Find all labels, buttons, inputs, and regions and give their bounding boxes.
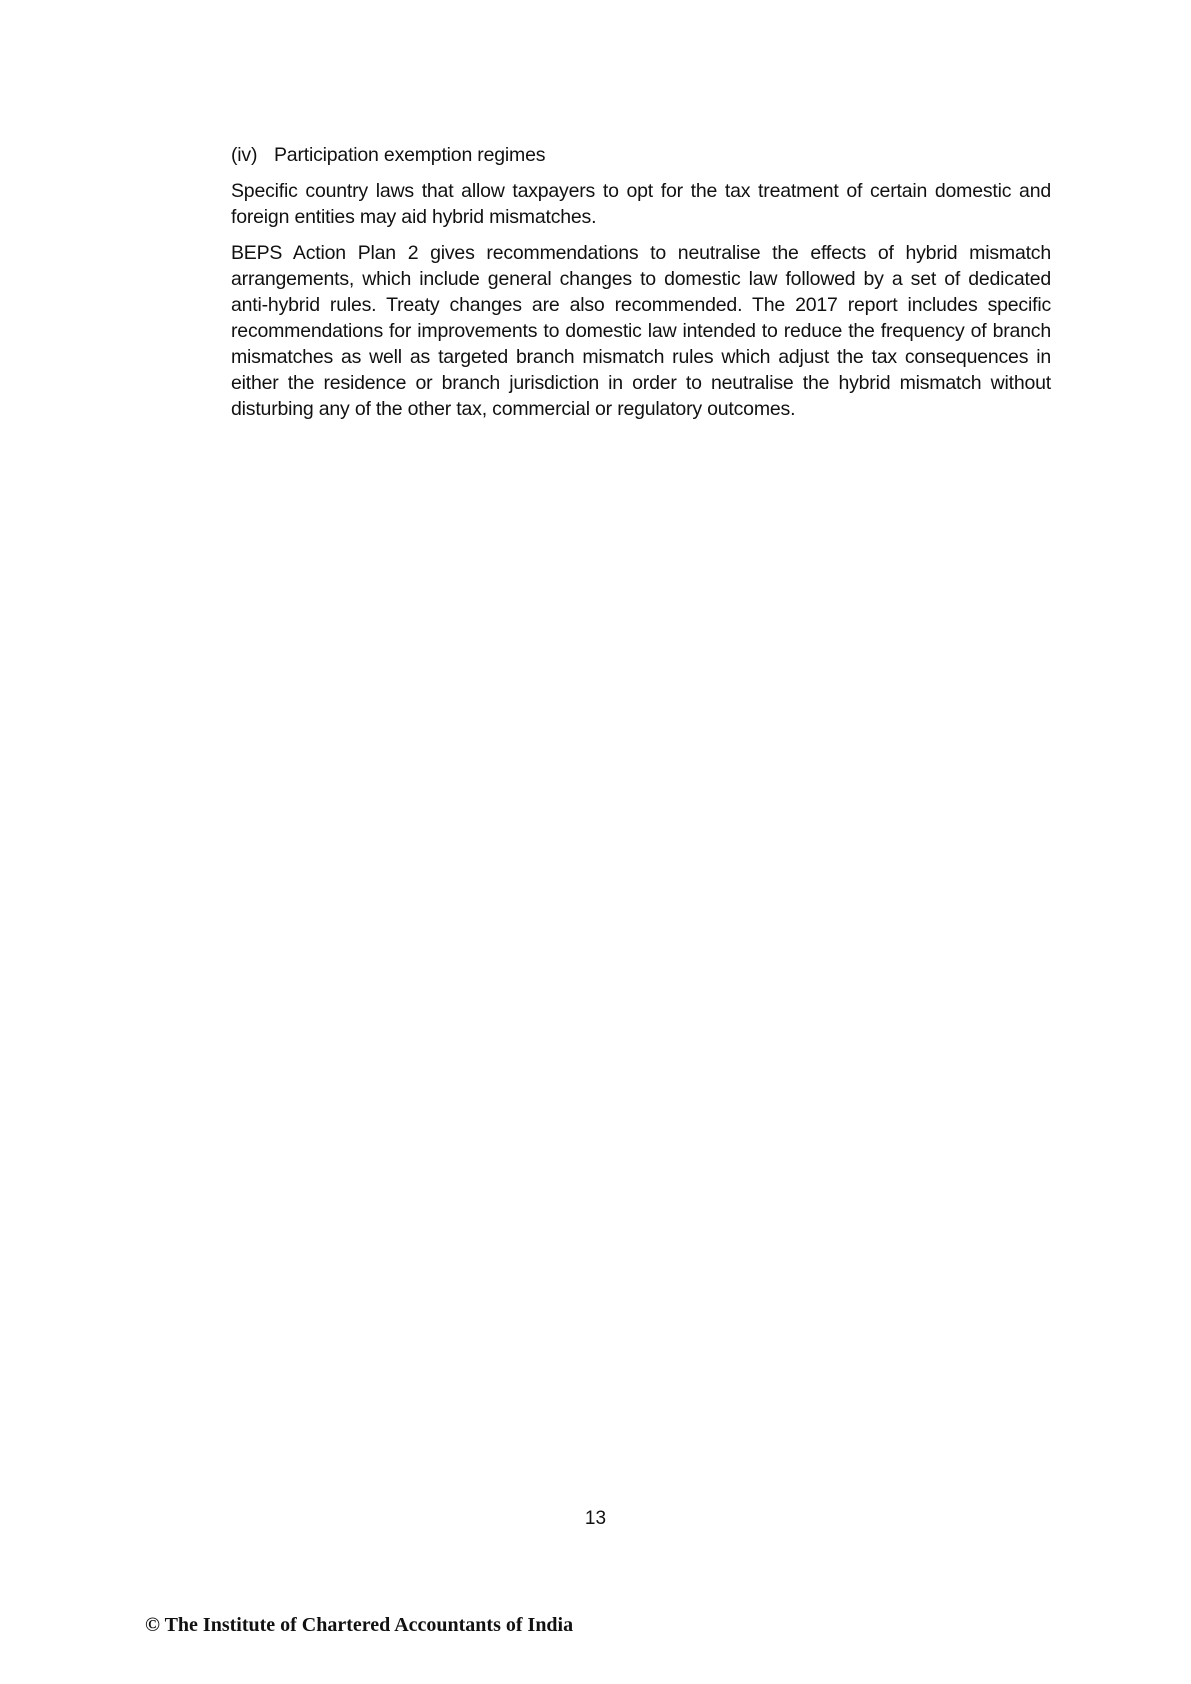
section-number: (iv) <box>231 144 258 166</box>
page-number: 13 <box>584 1508 607 1529</box>
copyright-footer: © The Institute of Chartered Accountants of India <box>145 1614 574 1636</box>
paragraph-participation-exemption: Specific country laws that allow taxpayers to opt for the tax treatment of certain domestic and foreign entities may aid hybrid mismatches. <box>231 180 1051 228</box>
paragraph-beps-action-plan: BEPS Action Plan 2 gives recommendations to neutralise the effects of hybrid mismatch arrangements, which include general changes to domestic law followed by a set of dedicated anti-hybrid rules. Treaty changes are also recommended. The 2017 report includes specific recommendations for improvements to domestic law intended to reduce the frequency of branch mismatches as well as targeted branch mismatch rules which adjust the tax consequences in either the residence or branch jurisdiction in order to neutralise the hybrid mismatch without disturbing any of the other tax, commercial or regulatory outcomes. <box>231 242 1051 420</box>
section-heading <box>231 142 1051 168</box>
section-title: Participation exemption regimes <box>274 144 546 166</box>
page-body <box>231 142 1051 432</box>
